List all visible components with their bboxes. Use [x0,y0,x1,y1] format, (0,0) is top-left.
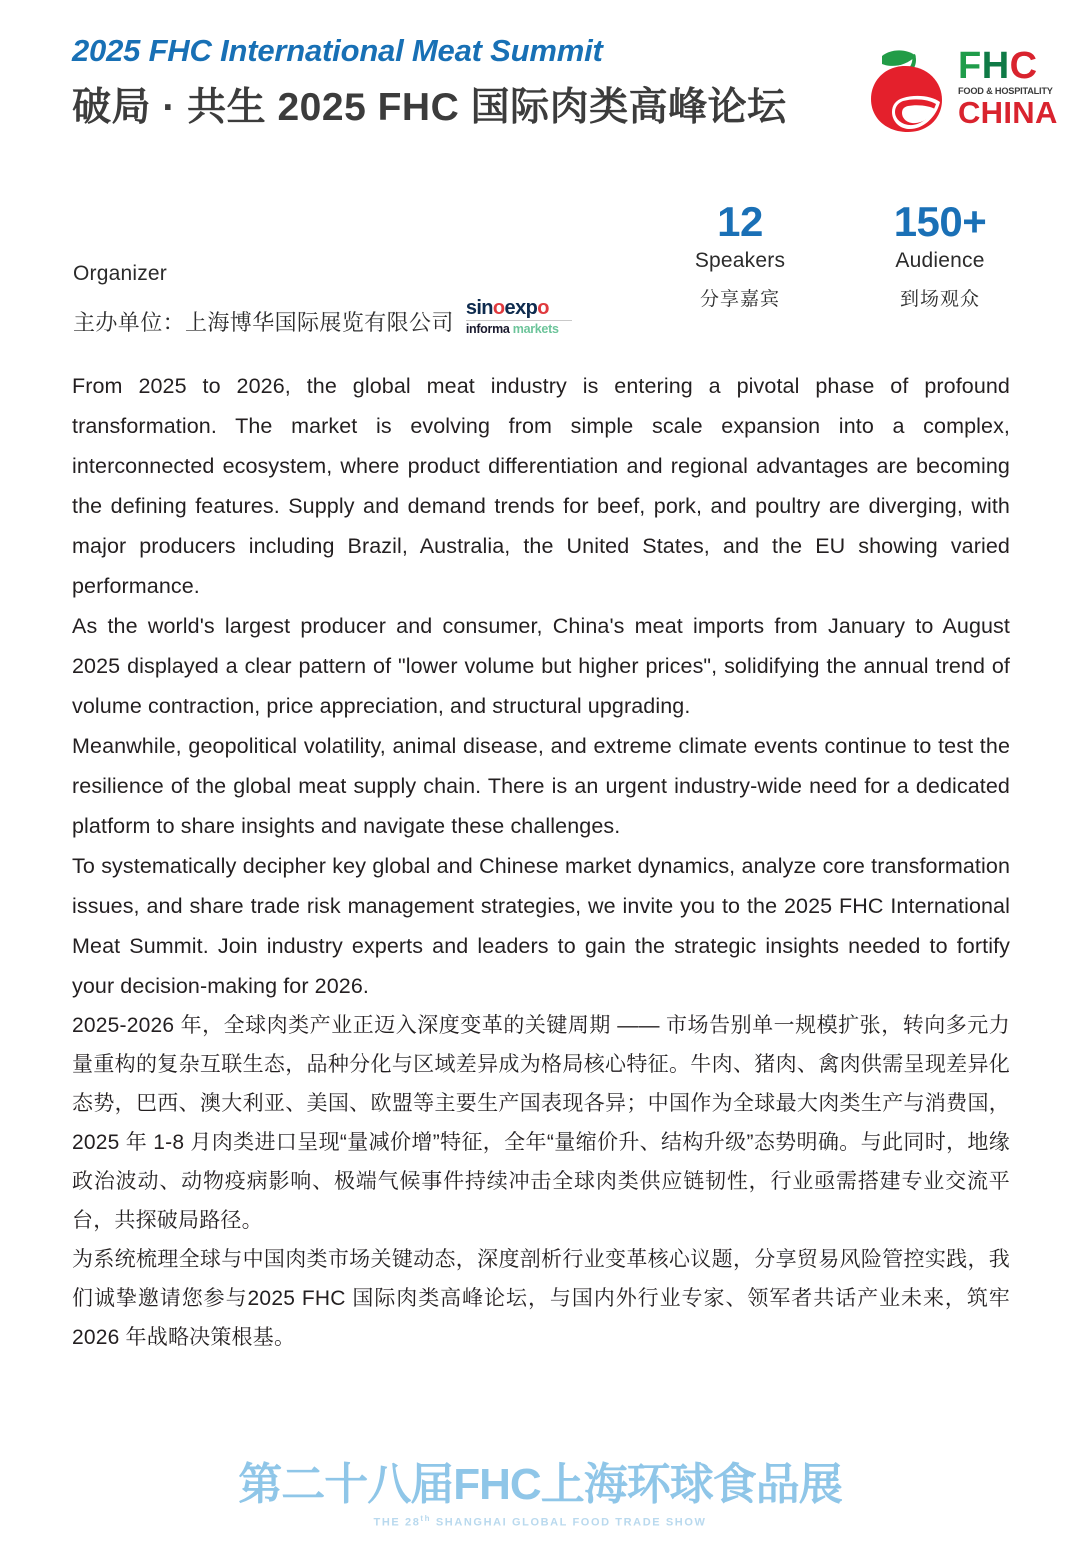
organizer-row [73,298,593,337]
fhc-tagline: FOOD & HOSPITALITY [958,86,1053,97]
event-stats [640,200,1040,311]
sinoexpo-sin: sin [465,297,493,319]
footer-subtitle-text: SHANGHAI GLOBAL FOOD TRADE SHOW [431,1516,707,1529]
fhc-letter-c: C [1009,45,1038,87]
fhc-wordmark [958,45,1058,131]
sinoexpo-logo [466,298,572,336]
stat-speakers-label-en: Speakers [694,249,786,273]
paragraph-cn-2: 为系统梳理全球与中国肉类市场关键动态，深度剖析行业变革核心议题，分享贸易风险管控实践，我们诚挚邀请您参与2025 FHC 国际肉类高峰论坛，与国内外行业专家、领军者共话产业未来，筑牢 2026 年战略决策根基。 [72,1248,1010,1349]
paragraph-en-4: To systematically decipher key global and Chinese market dynamics, analyze core transformation issues, and share trade risk management strategies, we invite you to the 2025 FHC International Meat Summit. Join industry experts and leaders to gain the strategic insights needed to fortify your decision-making for 2026. [72,854,1010,998]
footer-ordinal-prefix: THE 28 [373,1516,421,1529]
fhc-china-logo [862,36,1058,144]
stat-speakers-number: 12 [717,198,763,245]
body-content [72,366,1010,1357]
fhc-country: CHINA [958,95,1058,131]
document-footer [0,1462,1080,1529]
sinoexpo-o-first: o [492,297,505,319]
apple-icon [862,44,948,134]
stat-audience [840,200,1040,311]
footer-subtitle-en [0,1514,1080,1529]
sinoexpo-o-second: o [537,297,549,319]
title-chinese: 破局 · 共生 2025 FHC 国际肉类高峰论坛 [72,86,787,130]
sinoexpo-wordmark [466,298,572,318]
stat-speakers-label-cn: 分享嘉宾 [699,289,780,311]
paragraph-en-1: From 2025 to 2026, the global meat industry is entering a pivotal phase of profound transformation. The market is evolving from simple scale expansion into a complex, interconnected ecosystem, where product differentiation and regional advantages are becoming the defining features. Supply and demand trends for beef, pork, and poultry are diverging, with major producers including Brazil, Australia, the United States, and the EU showing varied performance. [72,374,1010,598]
paragraph-en-3: Meanwhile, geopolitical volatility, animal disease, and extreme climate events continue to test the resilience of the global meat supply chain. There is an urgent industry-wide need for a dedicated platform to share insights and navigate these challenges. [72,734,1010,838]
markets-text: markets [512,322,559,336]
stat-speakers [640,200,840,311]
sinoexpo-divider [466,320,572,321]
stat-audience-number: 150+ [893,198,987,245]
footer-ordinal-suffix: th [420,1514,432,1524]
fhc-letter-h: H [981,45,1010,87]
sinoexpo-exp: exp [504,297,538,319]
title-english: 2025 FHC International Meat Summit [72,33,603,68]
organizer-block [73,262,593,337]
stat-audience-label-cn: 到场观众 [899,289,980,311]
organizer-label-cn: 主办单位：上海博华国际展览有限公司 [73,309,454,335]
footer-title-cn: 第二十八届FHC上海环球食品展 [238,1460,842,1509]
paragraph-cn-1: 2025-2026 年，全球肉类产业正迈入深度变革的关键周期 —— 市场告别单一规模扩张，转向多元力量重构的复杂互联生态，品种分化与区域差异成为格局核心特征。牛肉、猪肉、禽肉供需呈现差异化态势，巴西、澳大利亚、美国、欧盟等主要生产国表现各异；中国作为全球最大肉类生产与消费国，2025 年 1-8 月肉类进口呈现“量减价增”特征，全年“量缩价升、结构升级”态势明确。与此同时，地缘政治波动、动物疫病影响、极端气候事件持续冲击全球肉类供应链韧性，行业亟需搭建专业交流平台，共探破局路径。 [72,1014,1010,1232]
organizer-label-en: Organizer [73,262,168,285]
fhc-letters [958,45,1054,87]
fhc-letter-f: F [958,45,982,87]
informa-text: informa [465,322,510,336]
paragraph-en-2: As the world's largest producer and consumer, China's meat imports from January to August 2025 displayed a clear pattern of "lower volume but higher prices", solidifying the annual trend of volume contraction, price appreciation, and structural upgrading. [72,614,1010,718]
stat-audience-label-en: Audience [895,249,985,273]
informa-markets-wordmark [466,323,572,336]
